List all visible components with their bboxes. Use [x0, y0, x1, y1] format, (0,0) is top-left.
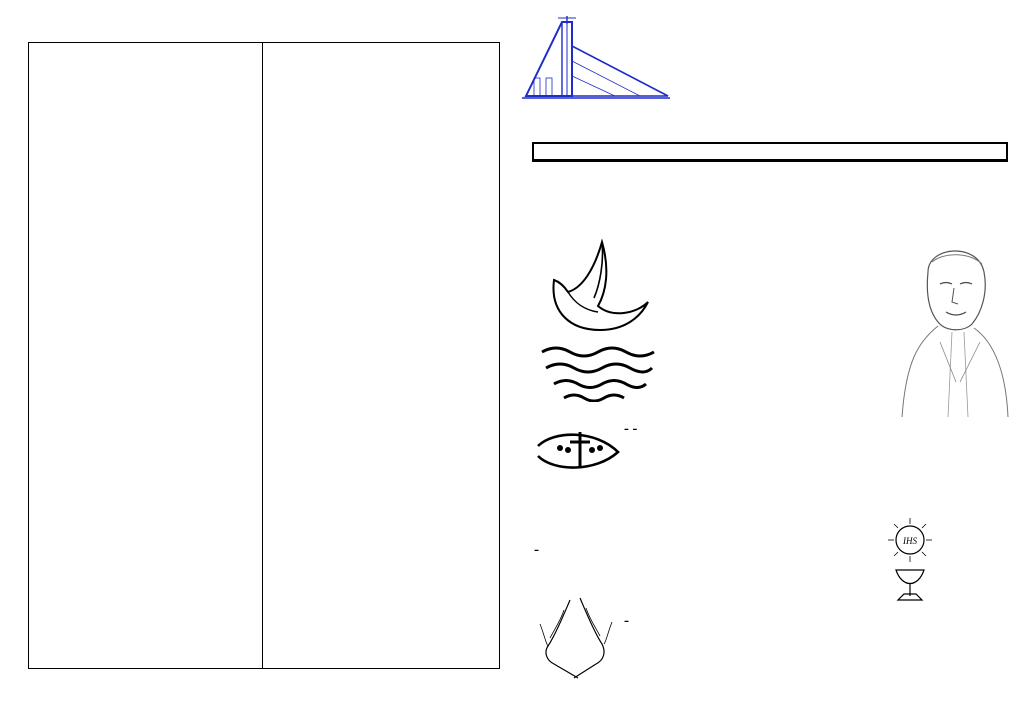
- monstrance-icon: [878, 514, 942, 602]
- intentions-column-left: [29, 43, 263, 668]
- praying-hands-icon: [534, 594, 618, 680]
- pope-portrait-sketch: [898, 232, 1010, 417]
- dove-illustration: [540, 222, 660, 402]
- svg-text:IHS: IHS: [903, 536, 917, 546]
- lednica-logo: [534, 426, 622, 482]
- event-vigil-prayer: -: [624, 613, 629, 629]
- intentions-box: [28, 42, 500, 669]
- event-fish-mob-body-a: [624, 442, 1006, 498]
- issue-bar: [532, 142, 1008, 162]
- event-fish-mob-head: - -: [624, 421, 638, 437]
- event-mass: -: [534, 542, 539, 558]
- church-logo: [520, 16, 670, 100]
